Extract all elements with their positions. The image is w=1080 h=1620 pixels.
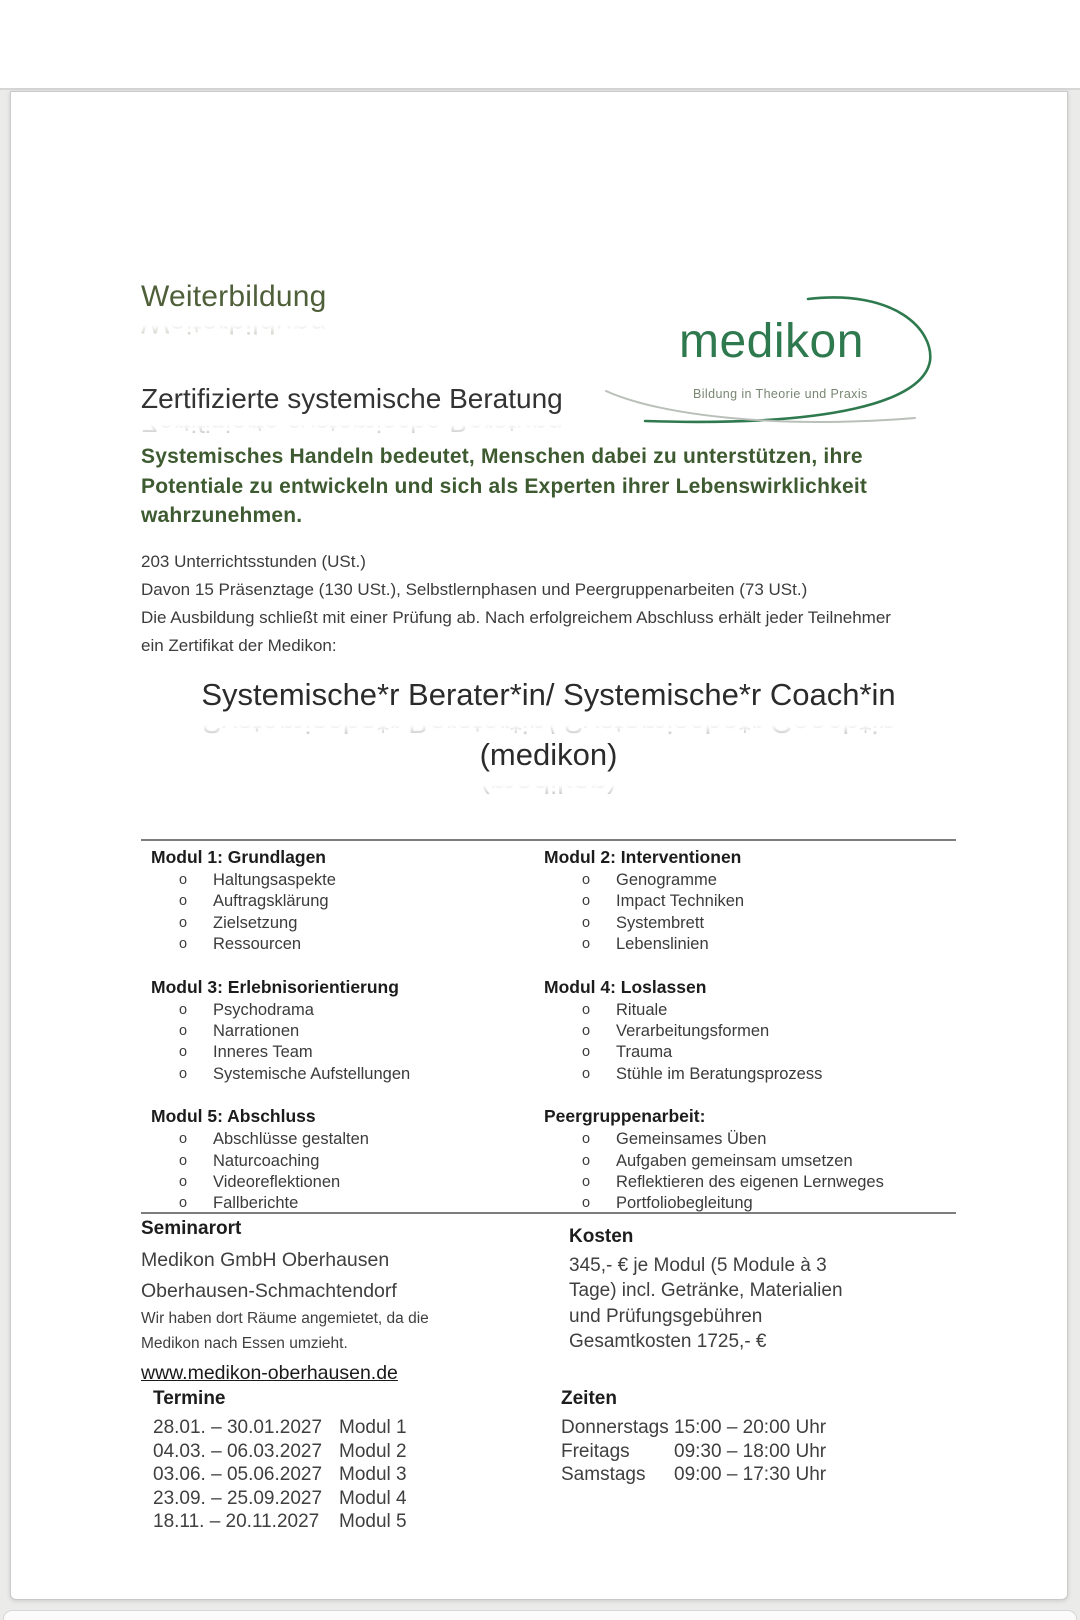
bullet-icon: o: [582, 1044, 591, 1061]
medikon-logo: [603, 288, 938, 438]
zeiten-time: 09:30 – 18:00 Uhr: [674, 1440, 827, 1462]
list-item: o Trauma: [544, 1042, 956, 1063]
module-title: Modul 1: Grundlagen: [151, 847, 326, 867]
seminarort-note: Medikon nach Essen umzieht.: [141, 1335, 348, 1352]
list-item: o Fallberichte: [141, 1193, 544, 1214]
table-row: [561, 1463, 921, 1487]
bullet-icon: o: [179, 1174, 188, 1191]
termine-modul: Modul 5: [339, 1511, 407, 1533]
bullet-icon: o: [179, 936, 188, 953]
website-link[interactable]: www.medikon-oberhausen.de: [141, 1362, 398, 1384]
list-item: o Ressourcen: [141, 934, 544, 955]
termine-dates: 18.11. – 20.11.2027: [153, 1511, 320, 1533]
zeiten-heading: Zeiten: [561, 1388, 617, 1409]
document-page: [10, 91, 1068, 1600]
intro-line: wahrzunehmen.: [141, 504, 303, 527]
bullet-icon: o: [179, 1195, 188, 1212]
list-item: o Verarbeitungsformen: [544, 1021, 956, 1042]
termine-modul: Modul 2: [339, 1440, 407, 1462]
list-item: o Gemeinsames Üben: [544, 1129, 956, 1150]
modules-table: [141, 839, 956, 1214]
termine-dates: 28.01. – 30.01.2027: [153, 1417, 323, 1438]
bullet-icon: o: [582, 1152, 591, 1169]
stats-line: 203 Unterrichtsstunden (USt.): [141, 552, 366, 571]
bullet-icon: o: [179, 1131, 188, 1148]
zeiten-time: 15:00 – 20:00 Uhr: [674, 1417, 827, 1438]
kosten-line: Tage) incl. Getränke, Materialien: [569, 1280, 843, 1302]
list-item: o Abschlüsse gestalten: [141, 1129, 544, 1150]
page-subtitle: Zertifizierte systemische Beratung: [141, 383, 563, 414]
list-item: o Inneres Team: [141, 1042, 544, 1063]
list-item: o Systembrett: [544, 913, 956, 934]
seminarort-line: Medikon GmbH Oberhausen: [141, 1249, 390, 1271]
intro-line: Systemisches Handeln bedeutet, Menschen dabei zu unterstützen, ihre: [141, 445, 863, 468]
bullet-icon: o: [179, 914, 188, 931]
table-row: [561, 1416, 921, 1440]
bullet-icon: o: [582, 1131, 591, 1148]
list-item: o Aufgaben gemeinsam umsetzen: [544, 1151, 956, 1172]
termine-modul: Modul 1: [339, 1417, 407, 1438]
kosten-heading: Kosten: [569, 1226, 634, 1247]
certificate-title-line1: Systemische*r Berater*in/ Systemische*r Coach*in: [201, 677, 896, 712]
zeiten-day: Donnerstags: [561, 1417, 669, 1438]
seminarort-note: Wir haben dort Räume angemietet, da die: [141, 1310, 429, 1327]
modules-row: [141, 956, 956, 1086]
module-title: Peergruppenarbeit:: [544, 1106, 706, 1127]
module-title: Modul 2: Interventionen: [544, 847, 742, 867]
list-item: o Haltungsaspekte: [141, 870, 544, 891]
termine-dates: 23.09. – 25.09.2027: [153, 1487, 323, 1509]
bullet-icon: o: [582, 936, 591, 953]
logo-wordmark: medikon: [679, 315, 864, 368]
module-title: Modul 3: Erlebnisorientierung: [151, 976, 399, 997]
module-title: Modul 5: Abschluss: [151, 1106, 316, 1127]
list-item: o Impact Techniken: [544, 891, 956, 912]
certificate-title-line2: (medikon): [479, 737, 618, 772]
zeiten-day: Freitags: [561, 1440, 630, 1462]
module-block-3: [141, 956, 544, 1086]
termine-dates: 03.06. – 05.06.2027: [153, 1464, 323, 1486]
bullet-icon: o: [582, 914, 591, 931]
bullet-icon: o: [179, 1023, 188, 1040]
termine-dates: 04.03. – 06.03.2027: [153, 1440, 323, 1462]
list-item: o Zielsetzung: [141, 913, 544, 934]
list-item: o Portfoliobegleitung: [544, 1193, 956, 1214]
list-item: o Psychodrama: [141, 1000, 544, 1021]
stats-line: Die Ausbildung schließt mit einer Prüfung ab. Nach erfolgreichem Abschluss erhält jeder Teilnehmer: [141, 608, 891, 627]
list-item: o Naturcoaching: [141, 1151, 544, 1172]
certificate-title: [141, 677, 956, 773]
seminarort-section: [141, 1218, 561, 1385]
stats-line: Davon 15 Präsenztage (130 USt.), Selbstlernphasen und Peergruppenarbeiten (73 USt.): [141, 580, 808, 599]
list-item: o Narrationen: [141, 1021, 544, 1042]
stats-line: ein Zertifikat der Medikon:: [141, 636, 337, 655]
termine-modul: Modul 4: [339, 1487, 407, 1509]
termine-section: [153, 1388, 493, 1534]
modules-row: [141, 1085, 956, 1215]
intro-line: Potentiale zu entwickeln und sich als Experten ihrer Lebenswirklichkeit: [141, 474, 868, 498]
list-item: o Auftragsklärung: [141, 891, 544, 912]
table-row: [153, 1416, 493, 1440]
bullet-icon: o: [179, 1001, 188, 1018]
list-item: o Reflektieren des eigenen Lernweges: [544, 1172, 956, 1193]
zeiten-section: [561, 1388, 921, 1487]
zeiten-day: Samstags: [561, 1464, 646, 1486]
bullet-icon: o: [582, 893, 591, 910]
bullet-icon: o: [179, 893, 188, 910]
table-row: [153, 1463, 493, 1487]
module-block-peergruppe: [544, 1085, 956, 1215]
course-stats: [141, 548, 891, 660]
module-list: [141, 1000, 544, 1086]
list-item: o Videoreflektionen: [141, 1172, 544, 1193]
list-item: o Systemische Aufstellungen: [141, 1064, 544, 1085]
table-row: [153, 1487, 493, 1511]
module-list: [141, 1129, 544, 1215]
modules-row: [141, 841, 956, 956]
logo-tagline: Bildung in Theorie und Praxis: [693, 387, 868, 401]
bullet-icon: o: [582, 1065, 591, 1082]
kosten-section: [569, 1226, 899, 1354]
module-block-5: [141, 1085, 544, 1215]
bullet-icon: o: [179, 1152, 188, 1169]
module-block-2: [544, 841, 956, 956]
bullet-icon: o: [582, 872, 591, 888]
seminarort-heading: Seminarort: [141, 1218, 242, 1239]
zeiten-time: 09:00 – 17:30 Uhr: [674, 1464, 827, 1486]
bullet-icon: o: [582, 1001, 591, 1018]
bullet-icon: o: [582, 1195, 591, 1212]
bullet-icon: o: [582, 1174, 591, 1191]
intro-paragraph: [141, 442, 867, 531]
module-list: [544, 870, 956, 956]
module-list: [544, 1129, 956, 1215]
seminarort-line: Oberhausen-Schmachtendorf: [141, 1279, 397, 1302]
list-item: o Genogramme: [544, 870, 956, 891]
module-list: [544, 1000, 956, 1086]
list-item: o Lebenslinien: [544, 934, 956, 955]
module-block-4: [544, 956, 956, 1086]
table-row: [153, 1440, 493, 1464]
module-list: [141, 870, 544, 956]
list-item: o Stühle im Beratungsprozess: [544, 1064, 956, 1085]
module-title: Modul 4: Loslassen: [544, 976, 707, 997]
next-page-edge: [3, 1610, 1077, 1620]
bullet-icon: o: [179, 1044, 188, 1061]
kosten-line: Gesamtkosten 1725,- €: [569, 1330, 767, 1352]
kosten-line: und Prüfungsgebühren: [569, 1305, 763, 1327]
list-item: o Rituale: [544, 1000, 956, 1021]
termine-modul: Modul 3: [339, 1464, 407, 1486]
bullet-icon: o: [179, 1065, 188, 1082]
bullet-icon: o: [582, 1023, 591, 1040]
termine-heading: Termine: [153, 1388, 226, 1409]
kosten-line: 345,- € je Modul (5 Module à 3: [569, 1255, 827, 1276]
table-row: [153, 1510, 493, 1534]
module-block-1: [141, 841, 544, 956]
table-row: [561, 1440, 921, 1464]
page-kicker: Weiterbildung: [141, 280, 327, 313]
bullet-icon: o: [179, 872, 188, 888]
